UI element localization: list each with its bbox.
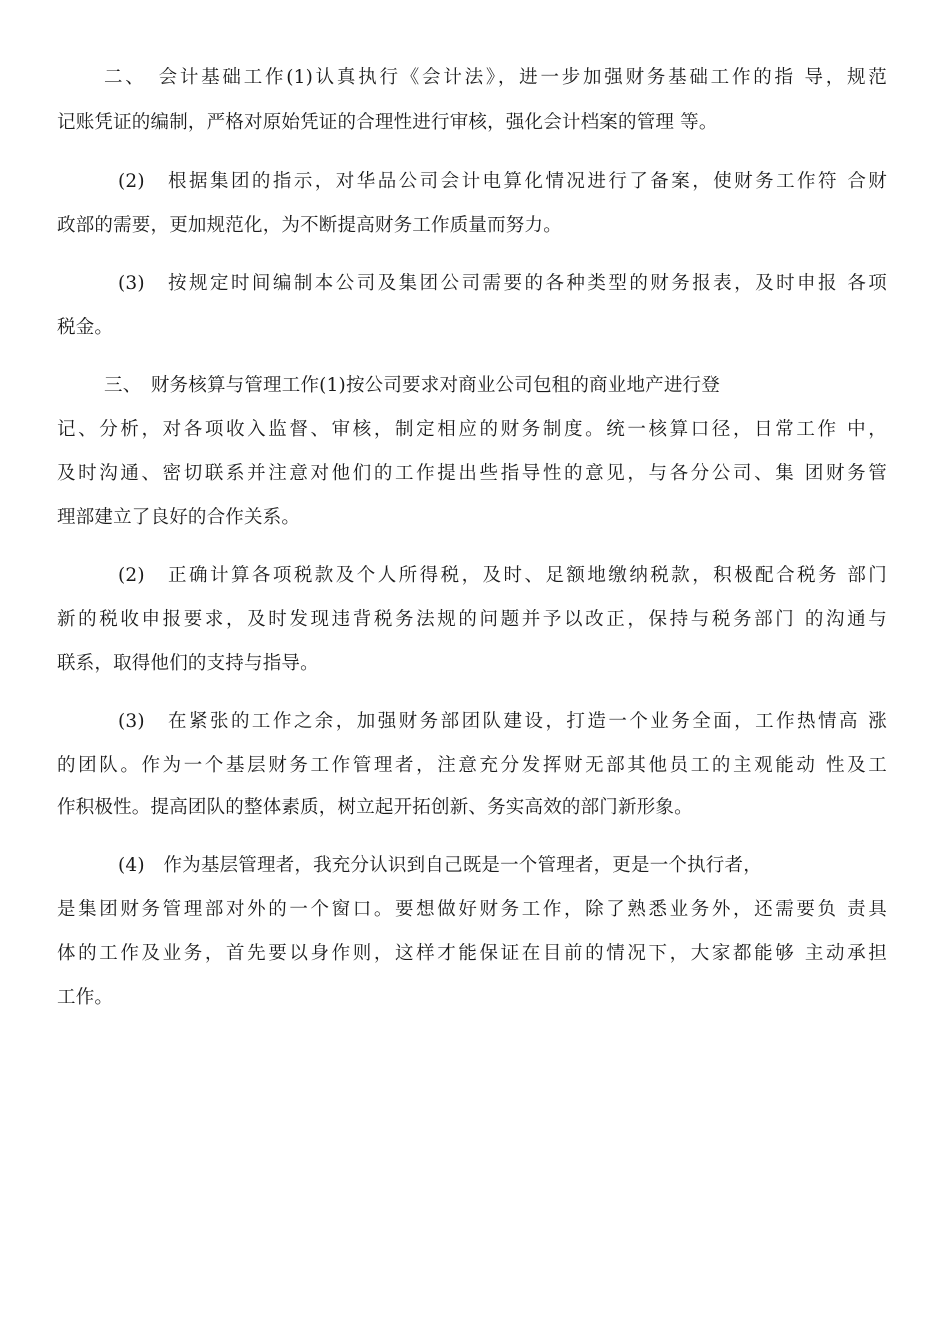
paragraph-1-line-2: 记账凭证的编制，严格对原始凭证的合理性进行审核，强化会计档案的管理 等。 (57, 112, 718, 133)
paragraph-5-line-2: 新的税收申报要求，及时发现违背税务法规的问题并予以改正，保持与税务部门 的沟通与 (57, 609, 887, 630)
paragraph-7-line-4: 工作。 (57, 987, 114, 1008)
paragraph-4-line-3: 及时沟通、密切联系并注意对他们的工作提出些指导性的意见，与各分公司、集 团财务管 (57, 463, 887, 484)
paragraph-2-line-1: (2) 根据集团的指示，对华品公司会计电算化情况进行了备案，使财务工作符 合财 (118, 171, 887, 192)
paragraph-6-line-1: (3) 在紧张的工作之余，加强财务部团队建设，打造一个业务全面，工作热情高 涨 (118, 711, 887, 732)
paragraph-7-line-2: 是集团财务管理部对外的一个窗口。要想做好财务工作，除了熟悉业务外，还需要负 责具 (57, 899, 887, 920)
paragraph-2-line-2: 政部的需要，更加规范化，为不断提高财务工作质量而努力。 (57, 215, 562, 236)
paragraph-4-line-4: 理部建立了良好的合作关系。 (57, 507, 301, 528)
paragraph-6-line-3: 作积极性。提高团队的整体素质，树立起开拓创新、务实高效的部门新形象。 (57, 797, 693, 818)
paragraph-1-line-1: 二、 会计基础工作(1)认真执行《会计法》，进一步加强财务基础工作的指 导，规范 (104, 67, 887, 88)
paragraph-4-line-1: 三、 财务核算与管理工作(1)按公司要求对商业公司包租的商业地产进行登 (104, 375, 720, 396)
paragraph-6-line-2: 的团队。作为一个基层财务工作管理者，注意充分发挥财无部其他员工的主观能动 性及工 (57, 755, 887, 776)
paragraph-3-line-1: (3) 按规定时间编制本公司及集团公司需要的各种类型的财务报表，及时申报 各项 (118, 273, 887, 294)
paragraph-5-line-1: (2) 正确计算各项税款及个人所得税，及时、足额地缴纳税款，积极配合税务 部门 (118, 565, 887, 586)
paragraph-7-line-3: 体的工作及业务，首先要以身作则，这样才能保证在目前的情况下，大家都能够 主动承担 (57, 943, 887, 964)
paragraph-3-line-2: 税金。 (57, 317, 114, 338)
paragraph-4-line-2: 记、分析，对各项收入监督、审核，制定相应的财务制度。统一核算口径，日常工作 中， (57, 419, 887, 440)
paragraph-5-line-3: 联系，取得他们的支持与指导。 (57, 653, 319, 674)
paragraph-7-line-1: (4) 作为基层管理者，我充分认识到自己既是一个管理者，更是一个执行者， (118, 855, 762, 876)
